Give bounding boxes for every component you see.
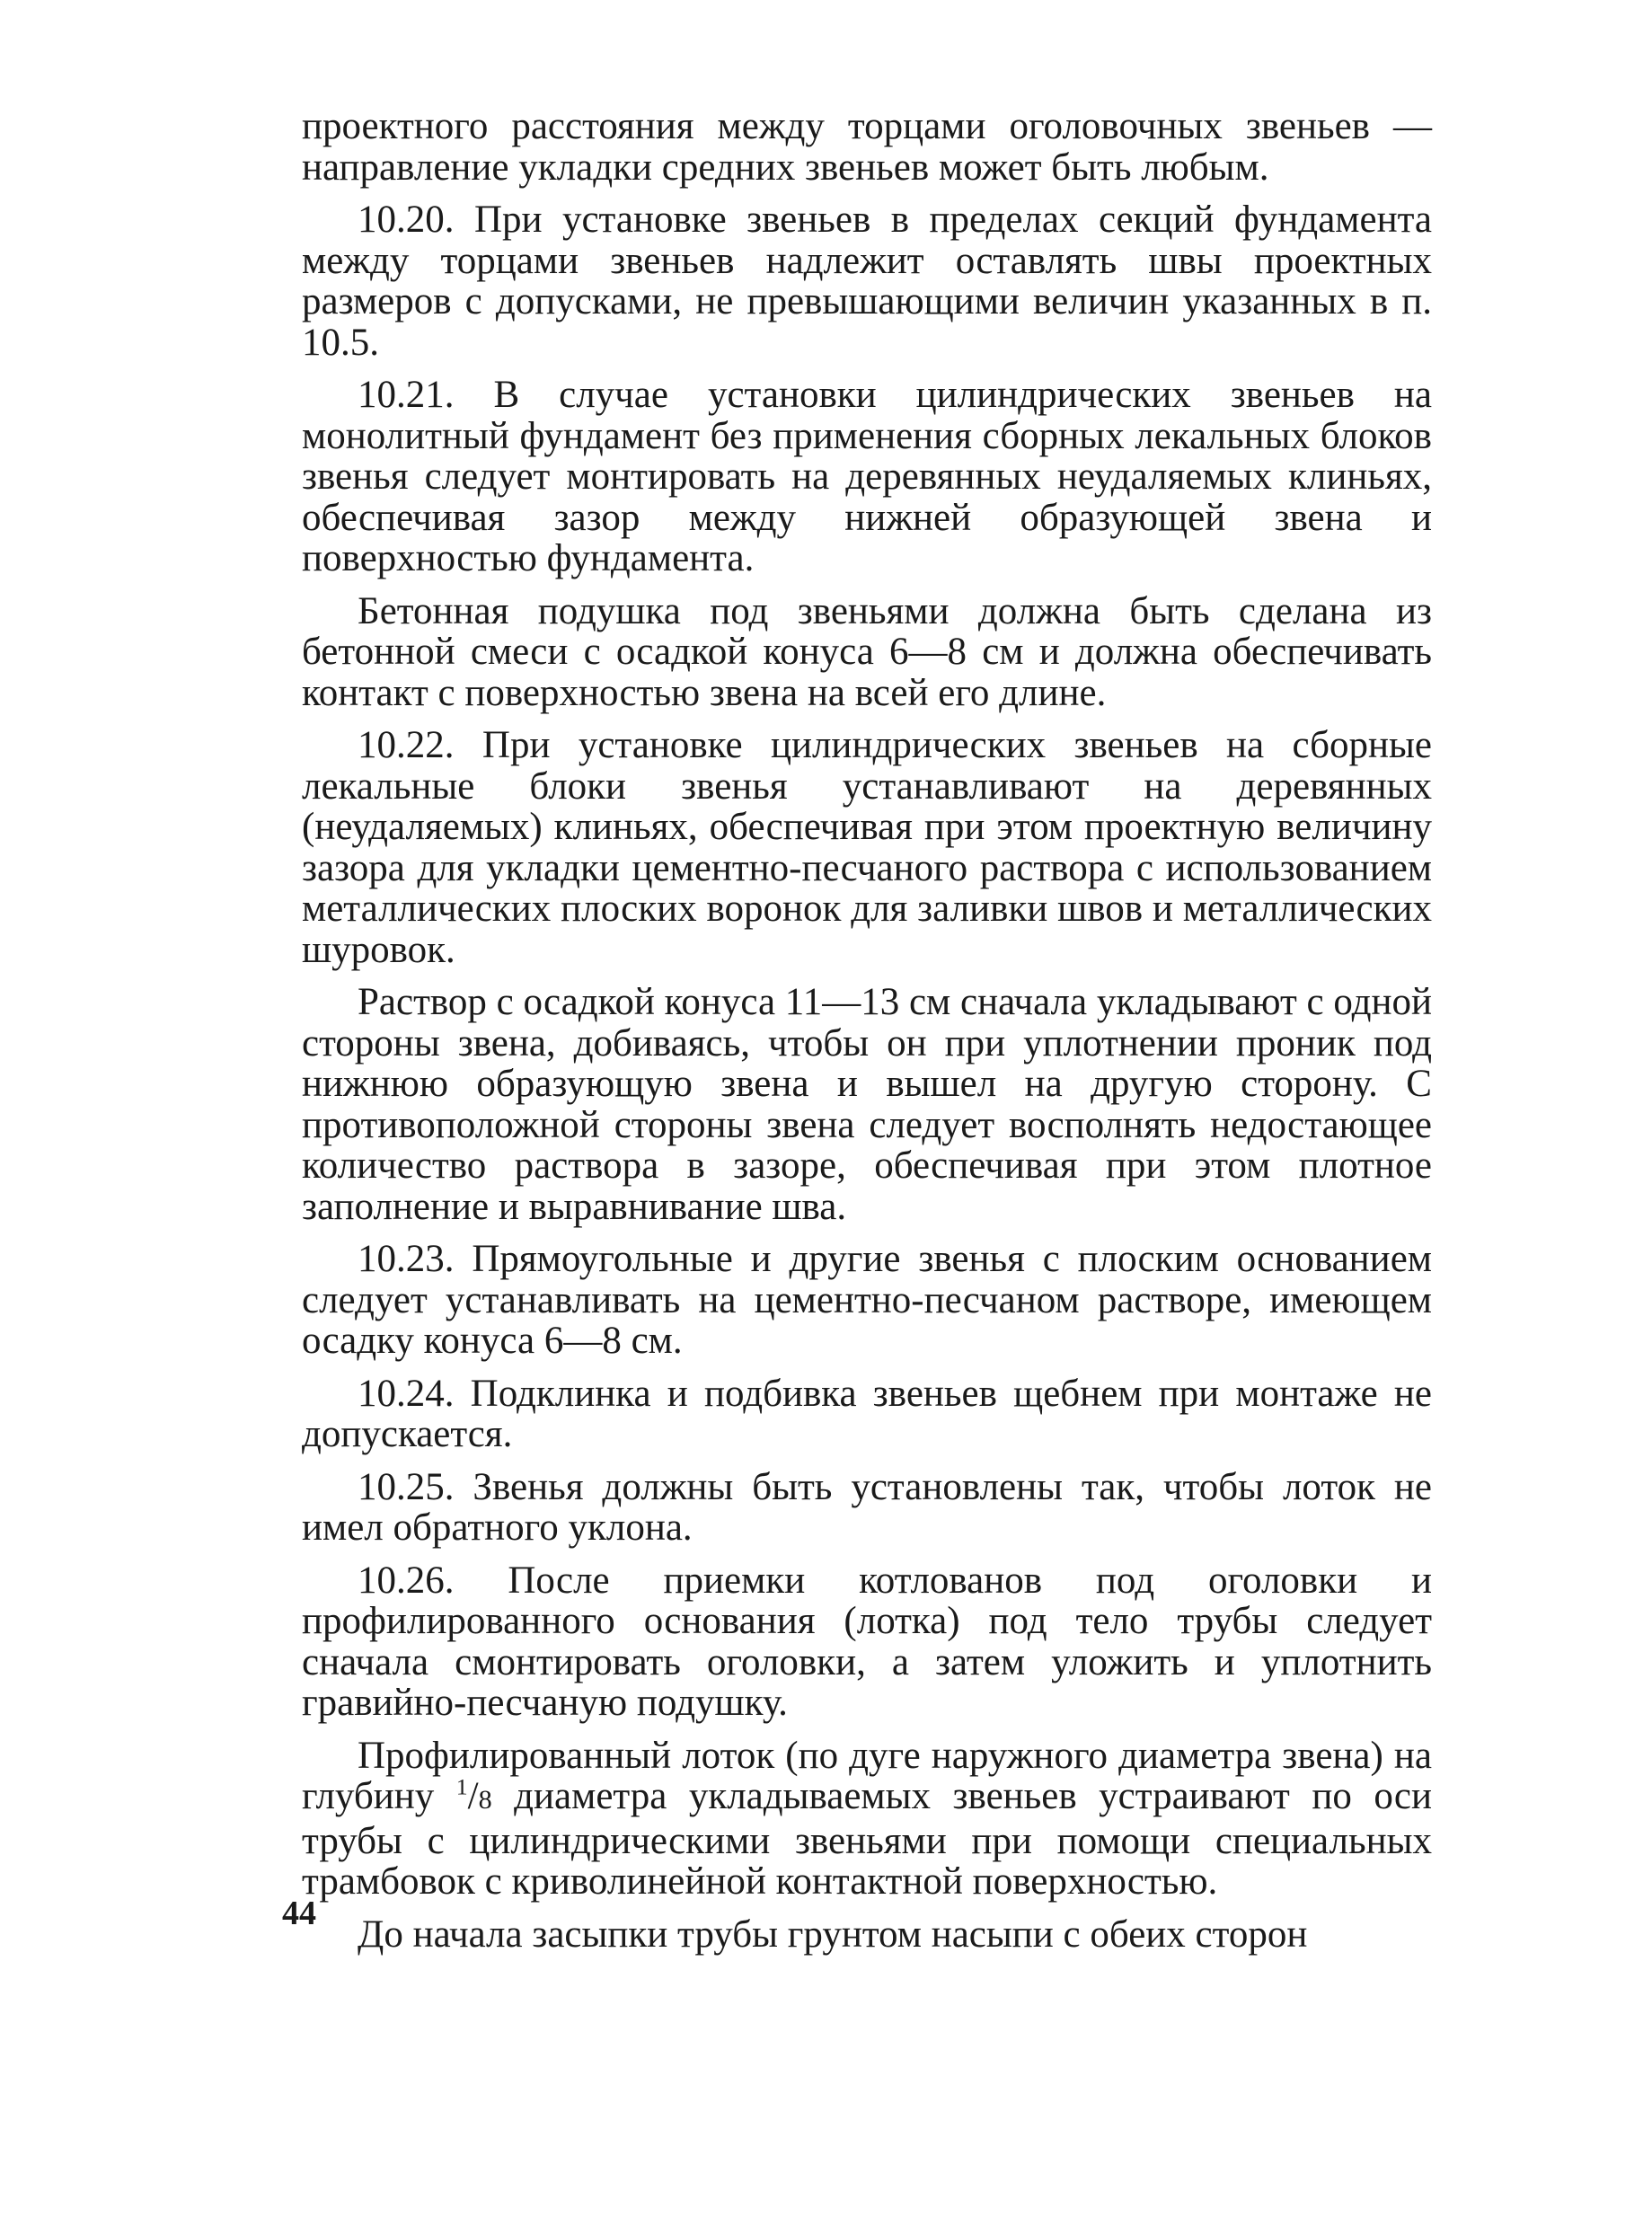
paragraph-backfill: До начала засыпки трубы грунтом насыпи с обеих сторон [358, 1913, 1308, 1956]
paragraph-10-20: 10.20. При установке звеньев в пределах секций фундамента между торцами звеньев надлежит оставлять швы проектных размеров с допусками, не превышающими величин указанных в п. 10.5. [302, 199, 1432, 364]
paragraph-continuation: проектного расстояния между торцами оголовочных звеньев — направление укладки средних звеньев может быть любым. [302, 105, 1432, 189]
fraction-denominator: 8 [478, 1784, 492, 1815]
paragraph-concrete-cushion: Бетонная подушка под звеньями должна быть сделана из бетонной смеси с осадкой конуса 6—8 см и должна обеспечивать контакт с поверхностью звена на всей его длине. [302, 589, 1432, 714]
fraction-numerator: 1 [455, 1773, 468, 1800]
page-number: 44 [282, 1895, 316, 1932]
paragraph-profiled-tray-start: Профилированный лоток (по дуге наружного диаметра звена) на глубину [302, 1734, 1432, 1817]
paragraph-10-21: 10.21. В случае установки цилиндрических звеньев на монолитный фундамент без применения сборных лекальных блоков звенья следует монтировать на деревянных неудаляемых клиньях, обеспечивая зазор между нижней образующей звена и поверхностью фундамента. [302, 374, 1432, 579]
paragraph-10-25: 10.25. Звенья должны быть установлены так, чтобы лоток не имел обратного уклона. [302, 1465, 1432, 1549]
paragraph-profiled-tray-end: диаметра укладываемых звеньев устраивают по оси трубы с цилиндрическими звеньями при помощи специальных трамбовок с криволинейной контактной поверхностью. [302, 1775, 1433, 1903]
paragraph-profiled-tray: Профилированный лоток (по дуге наружного диаметра звена) на глубину $^1$/8 диаметра укладываемых звеньев устраивают по оси трубы с цилиндрическими звеньями при помощи специальных трамбовок с криволинейной контактной поверхностью. [302, 1734, 1433, 1903]
paragraph-10-24: 10.24. Подклинка и подбивка звеньев щебнем при монтаже не допускается. [302, 1372, 1432, 1455]
paragraph-10-22: 10.22. При установке цилиндрических звеньев на сборные лекальные блоки звенья устанавливают на деревянных (неудаляемых) клиньях, обеспечивая при этом проектную величину зазора для укладки цементно-песчаного раствора с использованием металлических плоских воронок для заливки швов и металлических шуровок. [302, 724, 1432, 971]
body-text [302, 106, 1432, 1955]
paragraph-10-26: 10.26. После приемки котлованов под оголовки и профилированного основания (лотка) под тело трубы следует сначала смонтировать оголовки, а затем уложить и уплотнить гравийно-песчаную подушку. [302, 1559, 1432, 1724]
paragraph-10-23: 10.23. Прямоугольные и другие звенья с плоским основанием следует устанавливать на цементно-песчаном растворе, имеющем осадку конуса 6—8 см. [302, 1238, 1432, 1362]
paragraph-mortar: Раствор с осадкой конуса 11—13 см сначала укладывают с одной стороны звена, добиваясь, чтобы он при уплотнении проник под нижнюю образующую звена и вышел на другую сторону. С противоположной стороны звена следует восполнять недостающее количество раствора в зазоре, обеспечивая при этом плотное заполнение и выравнивание шва. [302, 981, 1432, 1228]
